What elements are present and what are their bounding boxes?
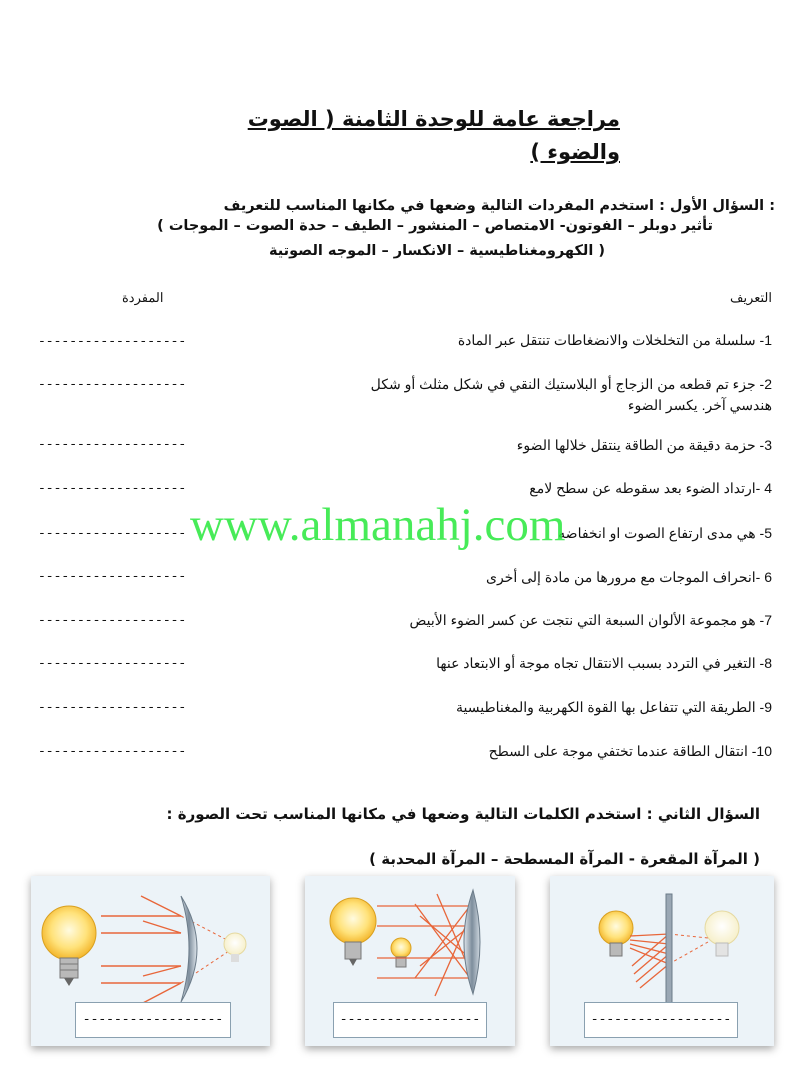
answer-blank-3[interactable]: ------------------- <box>38 437 187 452</box>
definition-item-2: 2- جزء تم قطعه من الزجاج أو البلاستيك النقي في شكل مثلث أو شكل هندسي آخر. يكسر الضوء <box>370 376 772 413</box>
definition-item-3: 3- حزمة دقيقة من الطاقة ينتقل خلالها الضوء <box>516 437 772 453</box>
definition-item-6: 6 -انحراف الموجات مع مرورها من مادة إلى أخرى <box>486 569 772 585</box>
watermark: www.almanahj.com <box>190 499 566 551</box>
answer-box-2[interactable]: ------------------ <box>333 1002 487 1038</box>
answer-blank-10[interactable]: ------------------- <box>38 744 187 759</box>
question1-vocab-line1: تأثير دوبلر – الفوتون- الامتصاص – المنشور – الطيف – حدة الصوت – الموجات ) <box>157 218 713 234</box>
definition-item-5: 5- هي مدى ارتفاع الصوت او انخفاضه <box>558 525 772 541</box>
answer-blank-9[interactable]: ------------------- <box>38 700 187 715</box>
answer-blank-8[interactable]: ------------------- <box>38 656 187 671</box>
diagram-panel-flat <box>550 876 774 1046</box>
answer-blank-7[interactable]: ------------------- <box>38 613 187 628</box>
page-title: مراجعة عامة للوحدة الثامنة ( الصوت والضوء ) <box>247 107 620 164</box>
question1-vocab-line2: ( الكهرومغناطيسية – الانكسار – الموجه الصوتية <box>268 243 605 259</box>
answer-blank-2[interactable]: ------------------- <box>38 377 187 392</box>
definition-item-10: 10- انتقال الطاقة عندما تختفي موجة على السطح <box>488 743 772 759</box>
column-header-word: المفردة <box>122 290 164 305</box>
question2-options: ( المرآة المقعرة - المرآة المسطحة – المرآة المحدبة ) <box>369 850 760 868</box>
diagram-panel-concave <box>305 876 515 1046</box>
answer-box-1[interactable]: ------------------ <box>75 1002 231 1038</box>
definition-item-1: 1- سلسلة من التخلخلات والانضغاطات تنتقل عبر المادة <box>457 332 772 348</box>
definition-item-9: 9- الطريقة التي تتفاعل بها القوة الكهربية والمغناطيسية <box>456 699 772 715</box>
answer-box-3[interactable]: ------------------ <box>584 1002 738 1038</box>
definition-item-7: 7- هو مجموعة الألوان السبعة التي نتجت عن كسر الضوء الأبيض <box>409 612 772 628</box>
answer-blank-4[interactable]: ------------------- <box>38 481 187 496</box>
column-header-definition: التعريف <box>729 290 772 305</box>
question1-heading: : السؤال الأول : استخدم المفردات التالية وضعها في مكانها المناسب للتعريف <box>223 198 775 214</box>
diagram-panel-convex <box>31 876 270 1046</box>
definition-item-8: 8- التغير في التردد بسبب الانتقال تجاه موجة أو الابتعاد عنها <box>436 655 772 671</box>
definition-item-4: 4 -ارتداد الضوء بعد سقوطه عن سطح لامع <box>529 480 772 496</box>
question2-heading: السؤال الثاني : استخدم الكلمات التالية وضعها في مكانها المناسب تحت الصورة : <box>166 805 760 823</box>
answer-blank-6[interactable]: ------------------- <box>38 569 187 584</box>
answer-blank-1[interactable]: ------------------- <box>38 334 187 349</box>
answer-blank-5[interactable]: ------------------- <box>38 526 187 541</box>
